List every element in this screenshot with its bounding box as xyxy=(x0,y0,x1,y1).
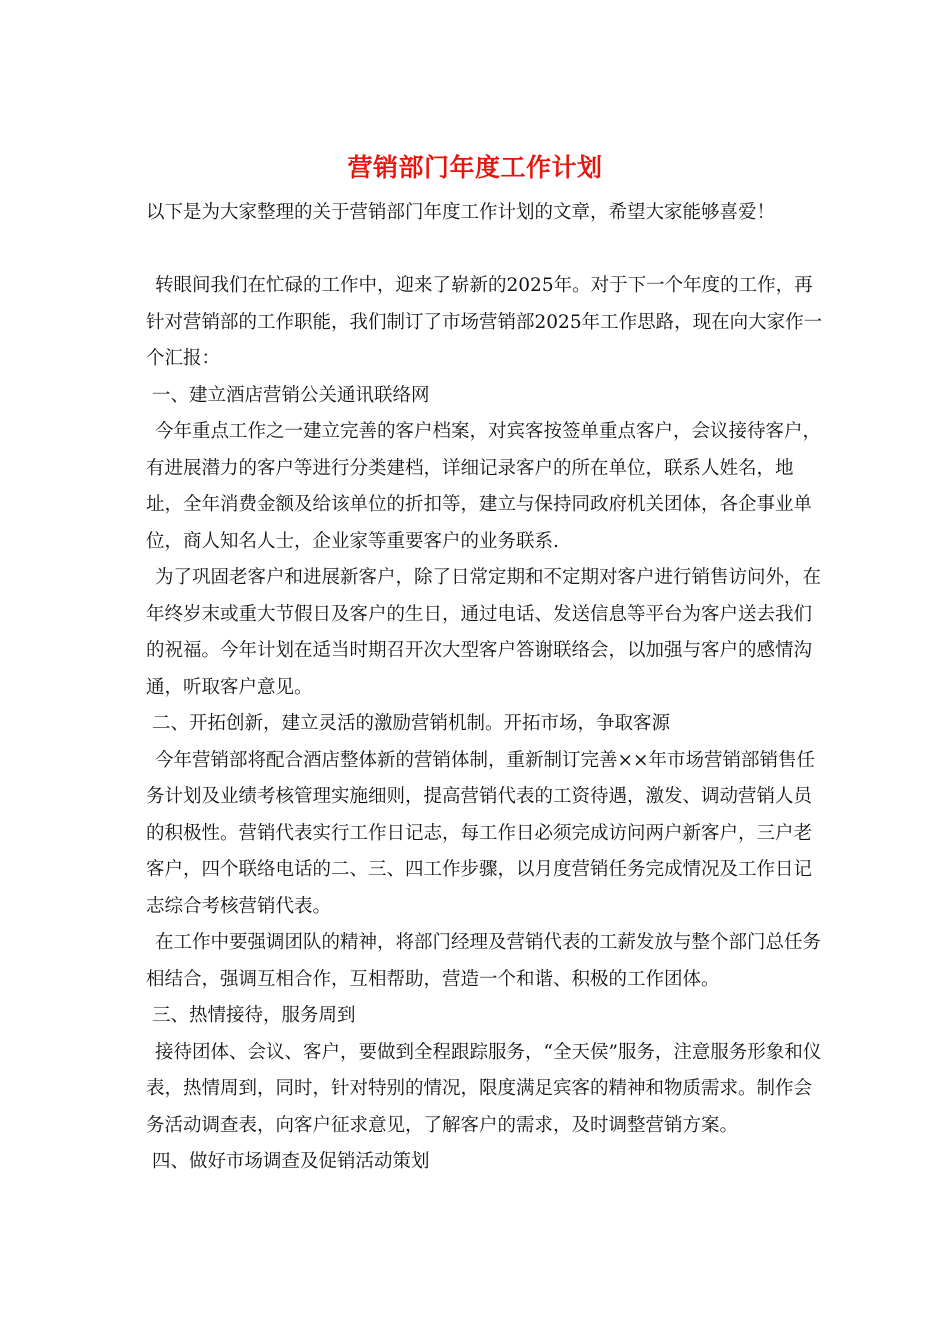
paragraph: 转眼间我们在忙碌的工作中，迎来了崭新的2025年。对于下一个年度的工作，再针对营销部的工作职能，我们制订了市场营销部2025年工作思路，现在向大家作一个汇报： xyxy=(146,275,823,369)
paragraph: 为了巩固老客户和进展新客户，除了日常定期和不定期对客户进行销售访问外，在年终岁末或重大节假日及客户的生日，通过电话、发送信息等平台为客户送去我们的祝福。今年计划在适当时期召开次大型客户答谢联络会，以加强与客户的感情沟通，听取客户意见。 xyxy=(146,567,822,698)
section-heading: 二、开拓创新，建立灵活的激励营销机制。开拓市场，争取客源 xyxy=(152,713,671,734)
document-title: 营销部门年度工作计划 xyxy=(347,153,603,182)
section-heading: 四、做好市场调查及促销活动策划 xyxy=(152,1151,430,1172)
paragraph: 今年营销部将配合酒店整体新的营销体制，重新制订完善××年市场营销部销售任务计划及业绩考核管理实施细则，提高营销代表的工资待遇，激发、调动营销人员的积极性。营销代表实行工作日记志，每工作日必须完成访问两户新客户，三户老客户，四个联络电话的二、三、四工作步骤，以月度营销任务完成情况及工作日记志综合考核营销代表。 xyxy=(146,749,816,917)
paragraph: 今年重点工作之一建立完善的客户档案，对宾客按签单重点客户，会议接待客户，有进展潜力的客户等进行分类建档，详细记录客户的所在单位，联系人姓名，地址，全年消费金额及给该单位的折扣等，建立与保持同政府机关团体，各企事业单位，商人知名人士，企业家等重要客户的业务联系. xyxy=(146,421,822,552)
section-heading: 一、建立酒店营销公关通讯联络网 xyxy=(152,384,430,406)
intro-paragraph: 以下是为大家整理的关于营销部门年度工作计划的文章，希望大家能够喜爱！ xyxy=(146,202,776,223)
document-body xyxy=(146,195,826,1181)
blank-line xyxy=(146,232,826,269)
section-heading: 三、热情接待，服务周到 xyxy=(152,1005,356,1026)
paragraph: 接待团体、会议、客户，要做到全程跟踪服务，“全天侯”服务，注意服务形象和仪表，热情周到，同时，针对特别的情况，限度满足宾客的精神和物质需求。制作会务活动调查表，向客户征求意见，了解客户的需求，及时调整营销方案。 xyxy=(146,1041,822,1136)
paragraph: 在工作中要强调团队的精神，将部门经理及营销代表的工薪发放与整个部门总任务相结合，强调互相合作，互相帮助，营造一个和谐、积极的工作团体。 xyxy=(146,932,822,990)
